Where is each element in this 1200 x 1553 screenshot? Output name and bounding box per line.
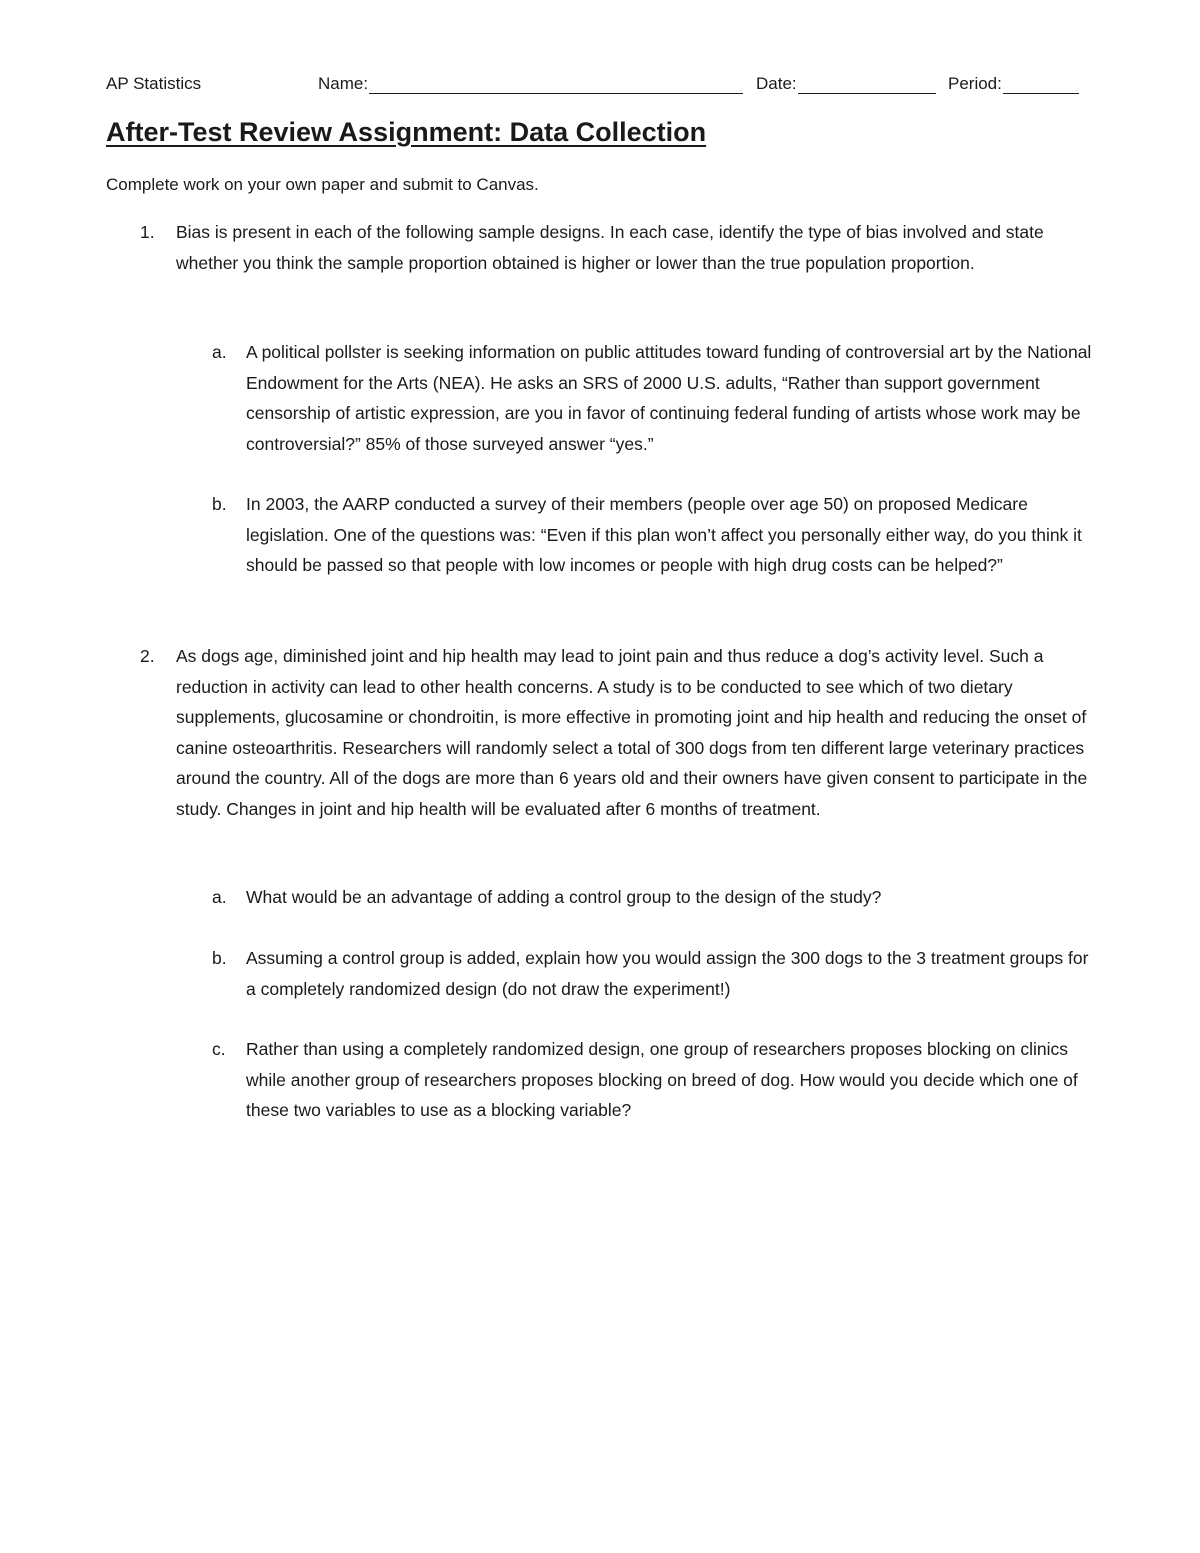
- question-2: [140, 641, 1096, 824]
- date-label: Date:: [756, 74, 797, 93]
- name-blank-line: [369, 75, 743, 94]
- period-label: Period:: [948, 74, 1002, 93]
- part-text: What would be an advantage of adding a control group to the design of the study?: [246, 887, 882, 907]
- part-letter: c.: [212, 1039, 226, 1059]
- question-2b: [212, 943, 1098, 1004]
- question-text: Bias is present in each of the following sample designs. In each case, identify the type of bias involved and state whether you think the sample proportion obtained is higher or lower than the true population proportion.: [176, 222, 1044, 273]
- question-1b: [212, 489, 1098, 581]
- question-1: [140, 217, 1096, 278]
- question-number: 1.: [140, 222, 155, 242]
- period-field: [948, 74, 1079, 94]
- period-blank-line: [1003, 75, 1079, 94]
- question-1a: [212, 337, 1098, 459]
- question-2c: [212, 1034, 1098, 1126]
- part-text: In 2003, the AARP conducted a survey of their members (people over age 50) on proposed Medicare legislation. One of the questions was: “Even if this plan won’t affect you personally either way, do you think it should be passed so that people with low incomes or people with high drug costs can be helped?”: [246, 494, 1082, 575]
- part-text: A political pollster is seeking information on public attitudes toward funding of controversial art by the National Endowment for the Arts (NEA). He asks an SRS of 2000 U.S. adults, “Rather than support government censorship of artistic expression, are you in favor of continuing federal funding of artists whose work may be controversial?” 85% of those surveyed answer “yes.”: [246, 342, 1092, 454]
- question-text: As dogs age, diminished joint and hip health may lead to joint pain and thus reduce a dog’s activity level. Such a reduction in activity can lead to other health concerns. A study is to be conducted to see which of two dietary supplements, glucosamine or chondroitin, is more effective in promoting joint and hip health and reducing the onset of canine osteoarthritis. Researchers will randomly select a total of 300 dogs from ten different large veterinary practices around the country. All of the dogs are more than 6 years old and their owners have given consent to participate in the study. Changes in joint and hip health will be evaluated after 6 months of treatment.: [176, 646, 1088, 819]
- part-letter: b.: [212, 494, 227, 514]
- part-text: Assuming a control group is added, explain how you would assign the 300 dogs to the 3 treatment groups for a completely randomized design (do not draw the experiment!): [246, 948, 1089, 999]
- name-label: Name:: [318, 74, 369, 93]
- header: [106, 74, 1090, 98]
- course-label: AP Statistics: [106, 74, 202, 93]
- instructions: Complete work on your own paper and submit to Canvas.: [106, 175, 539, 194]
- question-number: 2.: [140, 646, 155, 666]
- part-text: Rather than using a completely randomized design, one group of researchers proposes blocking on clinics while another group of researchers proposes blocking on breed of dog. How would you decide which one of these two variables to use as a blocking variable?: [246, 1039, 1078, 1120]
- name-field: [318, 74, 743, 94]
- page-title: After-Test Review Assignment: Data Collection: [106, 117, 707, 147]
- part-letter: a.: [212, 887, 227, 907]
- question-2a: [212, 882, 1098, 913]
- date-blank-line: [798, 75, 936, 94]
- date-field: [756, 74, 936, 94]
- part-letter: a.: [212, 342, 227, 362]
- part-letter: b.: [212, 948, 227, 968]
